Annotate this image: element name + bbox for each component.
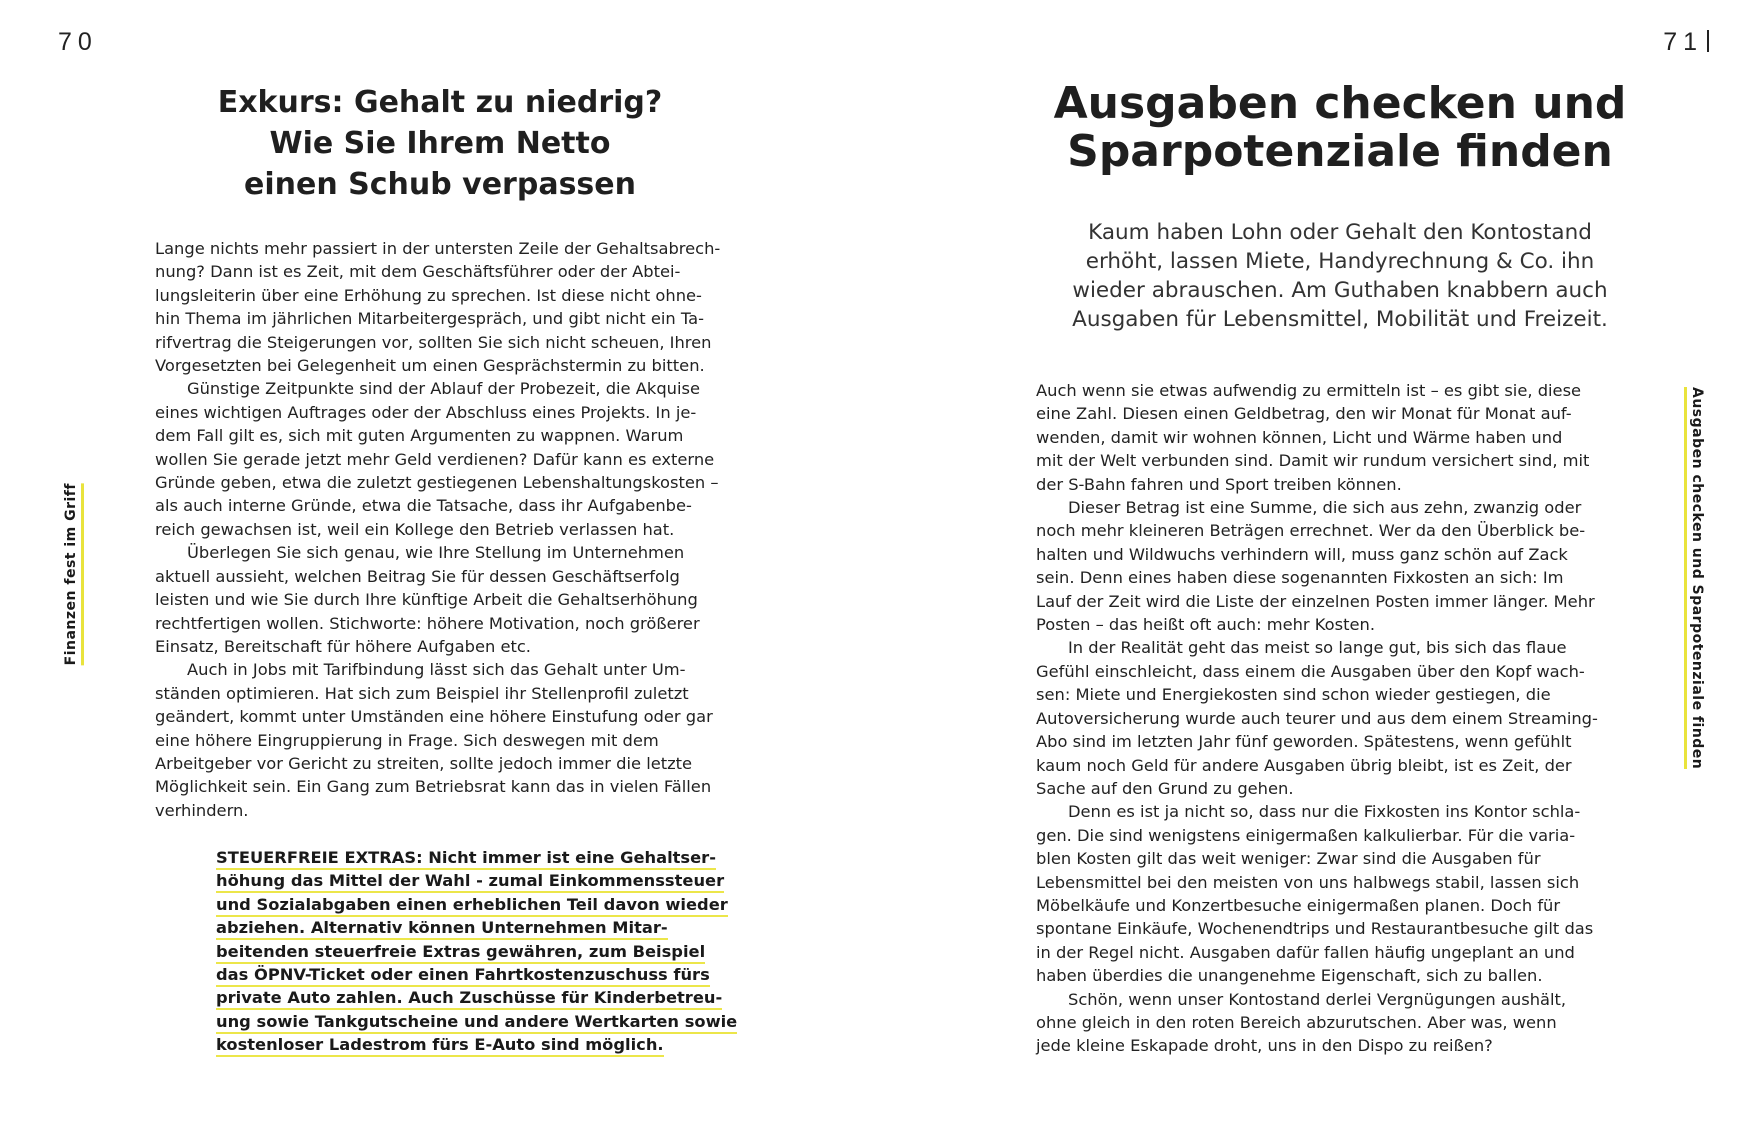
box-line: das ÖPNV-Ticket oder einen Fahrtkostenzuschuss fürs <box>216 964 710 987</box>
title-line: einen Schub verpassen <box>244 167 636 202</box>
body-line: ohne gleich in den roten Bereich abzurutschen. Aber was, wenn <box>1036 1012 1557 1032</box>
box-line: kostenloser Ladestrom fürs E-Auto sind möglich. <box>216 1034 664 1057</box>
body-line: halten und Wildwuchs verhindern will, muss ganz schön auf Zack <box>1036 544 1568 564</box>
body-line: Denn es ist ja nicht so, dass nur die Fixkosten ins Kontor schla- <box>1068 802 1581 822</box>
left-body-text <box>155 237 725 822</box>
box-line: abziehen. Alternativ können Unternehmen Mitar- <box>216 917 668 940</box>
left-page-title <box>150 82 730 205</box>
body-line: blen Kosten gilt das weit weniger: Zwar sind die Ausgaben für <box>1036 849 1541 869</box>
body-line: Auch in Jobs mit Tarifbindung lässt sich das Gehalt unter Um- <box>187 660 686 680</box>
body-line: leisten und wie Sie durch Ihre künftige Arbeit die Gehaltserhöhung <box>155 590 698 610</box>
body-line: eine Zahl. Diesen einen Geldbetrag, den wir Monat für Monat auf- <box>1036 404 1572 424</box>
side-label-right: Ausgaben checken und Sparpotenziale finden <box>1684 387 1705 769</box>
body-line: lungsleiterin über eine Erhöhung zu sprechen. Ist diese nicht ohne- <box>155 285 702 305</box>
page-number-left: 70 <box>58 28 98 56</box>
body-line: Vorgesetzten bei Gelegenheit um einen Gesprächstermin zu bitten. <box>155 356 705 376</box>
body-line: in der Regel nicht. Ausgaben dafür fallen häufig ungeplant an und <box>1036 942 1575 962</box>
lead-line: Kaum haben Lohn oder Gehalt den Kontostand <box>1088 220 1592 245</box>
body-line: wenden, damit wir wohnen können, Licht und Wärme haben und <box>1036 427 1563 447</box>
body-line: noch mehr kleineren Beträgen errechnet. Wer da den Überblick be- <box>1036 521 1586 541</box>
body-line: Posten – das heißt oft auch: mehr Kosten. <box>1036 615 1375 635</box>
body-line: hin Thema im jährlichen Mitarbeitergespräch, und gibt nicht ein Ta- <box>155 309 705 329</box>
right-body-text <box>1036 379 1611 1058</box>
body-line: sein. Denn eines haben diese sogenannten Fixkosten an sich: Im <box>1036 568 1564 588</box>
body-line: sen: Miete und Energiekosten sind schon wieder gestiegen, die <box>1036 685 1551 705</box>
title-line: Wie Sie Ihrem Netto <box>269 126 611 161</box>
body-line: Einsatz, Bereitschaft für höhere Aufgaben etc. <box>155 636 531 656</box>
body-line: kaum noch Geld für andere Ausgaben übrig bleibt, ist es Zeit, der <box>1036 755 1572 775</box>
box-line: beitenden steuerfreie Extras gewähren, zum Beispiel <box>216 941 705 964</box>
title-line: Sparpotenziale finden <box>1067 126 1613 177</box>
body-line: Autoversicherung wurde auch teurer und aus dem einem Streaming- <box>1036 708 1598 728</box>
page-number-divider <box>1707 30 1709 52</box>
box-line: ung sowie Tankgutscheine und andere Wertkarten sowie <box>216 1011 737 1034</box>
side-label-left: Finanzen fest im Griff <box>63 483 84 665</box>
tax-free-extras-box <box>216 847 736 1058</box>
body-line: jede kleine Eskapade droht, uns in den Dispo zu reißen? <box>1036 1036 1493 1056</box>
lead-line: erhöht, lassen Miete, Handyrechnung & Co. ihn <box>1085 249 1595 274</box>
title-line: Ausgaben checken und <box>1053 78 1627 129</box>
body-line: rifvertrag die Steigerungen vor, sollten Sie sich nicht scheuen, Ihren <box>155 332 712 352</box>
body-line: wollen Sie gerade jetzt mehr Geld verdienen? Dafür kann es externe <box>155 449 715 469</box>
body-line: verhindern. <box>155 800 249 820</box>
page-number-right-value: 71 <box>1663 28 1703 56</box>
box-line: STEUERFREIE EXTRAS: Nicht immer ist eine Gehaltser- <box>216 847 716 870</box>
body-line: eines wichtigen Auftrages oder der Abschluss eines Projekts. In je- <box>155 402 697 422</box>
body-line: reich gewachsen ist, weil ein Kollege den Betrieb verlassen hat. <box>155 519 675 539</box>
body-line: rechtfertigen wollen. Stichworte: höhere Motivation, noch größerer <box>155 613 700 633</box>
box-line: höhung das Mittel der Wahl - zumal Einkommenssteuer <box>216 870 724 893</box>
body-line: Möbelkäufe und Konzertbesuche einigermaßen planen. Doch für <box>1036 895 1561 915</box>
lead-line: wieder abrauschen. Am Guthaben knabbern auch <box>1072 278 1608 303</box>
body-line: dem Fall gilt es, sich mit guten Argumenten zu wappnen. Warum <box>155 426 684 446</box>
body-line: Günstige Zeitpunkte sind der Ablauf der Probezeit, die Akquise <box>187 379 700 399</box>
title-line: Exkurs: Gehalt zu niedrig? <box>217 85 663 120</box>
box-line: und Sozialabgaben einen erheblichen Teil davon wieder <box>216 894 728 917</box>
body-line: der S-Bahn fahren und Sport treiben können. <box>1036 474 1402 494</box>
page-number-right <box>1663 28 1709 57</box>
body-line: Möglichkeit sein. Ein Gang zum Betriebsrat kann das in vielen Fällen <box>155 777 712 797</box>
body-line: In der Realität geht das meist so lange gut, bis sich das flaue <box>1068 638 1567 658</box>
body-line: haben überdies die unangenehme Eigenschaft, sich zu ballen. <box>1036 966 1543 986</box>
body-line: Dieser Betrag ist eine Summe, die sich aus zehn, zwanzig oder <box>1068 498 1582 518</box>
body-line: spontane Einkäufe, Wochenendtrips und Restaurantbesuche gilt das <box>1036 919 1594 939</box>
lead-line: Ausgaben für Lebensmittel, Mobilität und Freizeit. <box>1072 307 1608 332</box>
body-line: Arbeitgeber vor Gericht zu streiten, sollte jedoch immer die letzte <box>155 753 693 773</box>
body-line: Gründe geben, etwa die zuletzt gestiegenen Lebenshaltungskosten – <box>155 473 719 493</box>
body-line: mit der Welt verbunden sind. Damit wir rundum versichert sind, mit <box>1036 451 1590 471</box>
body-line: Lebensmittel bei den meisten von uns halbwegs stabil, lassen sich <box>1036 872 1580 892</box>
body-line: Sache auf den Grund zu gehen. <box>1036 778 1294 798</box>
body-line: als auch interne Gründe, etwa die Tatsache, dass ihr Aufgabenbe- <box>155 496 692 516</box>
body-line: Lauf der Zeit wird die Liste der einzelnen Posten immer länger. Mehr <box>1036 591 1595 611</box>
right-page-lead <box>1040 218 1640 334</box>
body-line: ständen optimieren. Hat sich zum Beispiel ihr Stellenprofil zuletzt <box>155 683 689 703</box>
right-page-title <box>1040 80 1640 176</box>
body-line: Schön, wenn unser Kontostand derlei Vergnügungen aushält, <box>1068 989 1567 1009</box>
body-line: nung? Dann ist es Zeit, mit dem Geschäftsführer oder der Abtei- <box>155 262 681 282</box>
body-line: Lange nichts mehr passiert in der untersten Zeile der Gehaltsabrech- <box>155 239 721 258</box>
body-line: eine höhere Eingruppierung in Frage. Sich deswegen mit dem <box>155 730 659 750</box>
body-line: Auch wenn sie etwas aufwendig zu ermitteln ist – es gibt sie, diese <box>1036 381 1582 400</box>
body-line: Abo sind im letzten Jahr fünf geworden. Spätestens, wenn gefühlt <box>1036 732 1572 752</box>
body-line: Überlegen Sie sich genau, wie Ihre Stellung im Unternehmen <box>187 543 685 563</box>
left-page <box>0 0 876 1142</box>
body-line: geändert, kommt unter Umständen eine höhere Einstufung oder gar <box>155 707 713 727</box>
box-line: private Auto zahlen. Auch Zuschüsse für Kinderbetreu- <box>216 987 722 1010</box>
body-line: gen. Die sind wenigstens einigermaßen kalkulierbar. Für die varia- <box>1036 825 1576 845</box>
body-line: aktuell aussieht, welchen Beitrag Sie für dessen Geschäftserfolg <box>155 566 680 586</box>
body-line: Gefühl einschleicht, dass einem die Ausgaben über den Kopf wach- <box>1036 661 1585 681</box>
